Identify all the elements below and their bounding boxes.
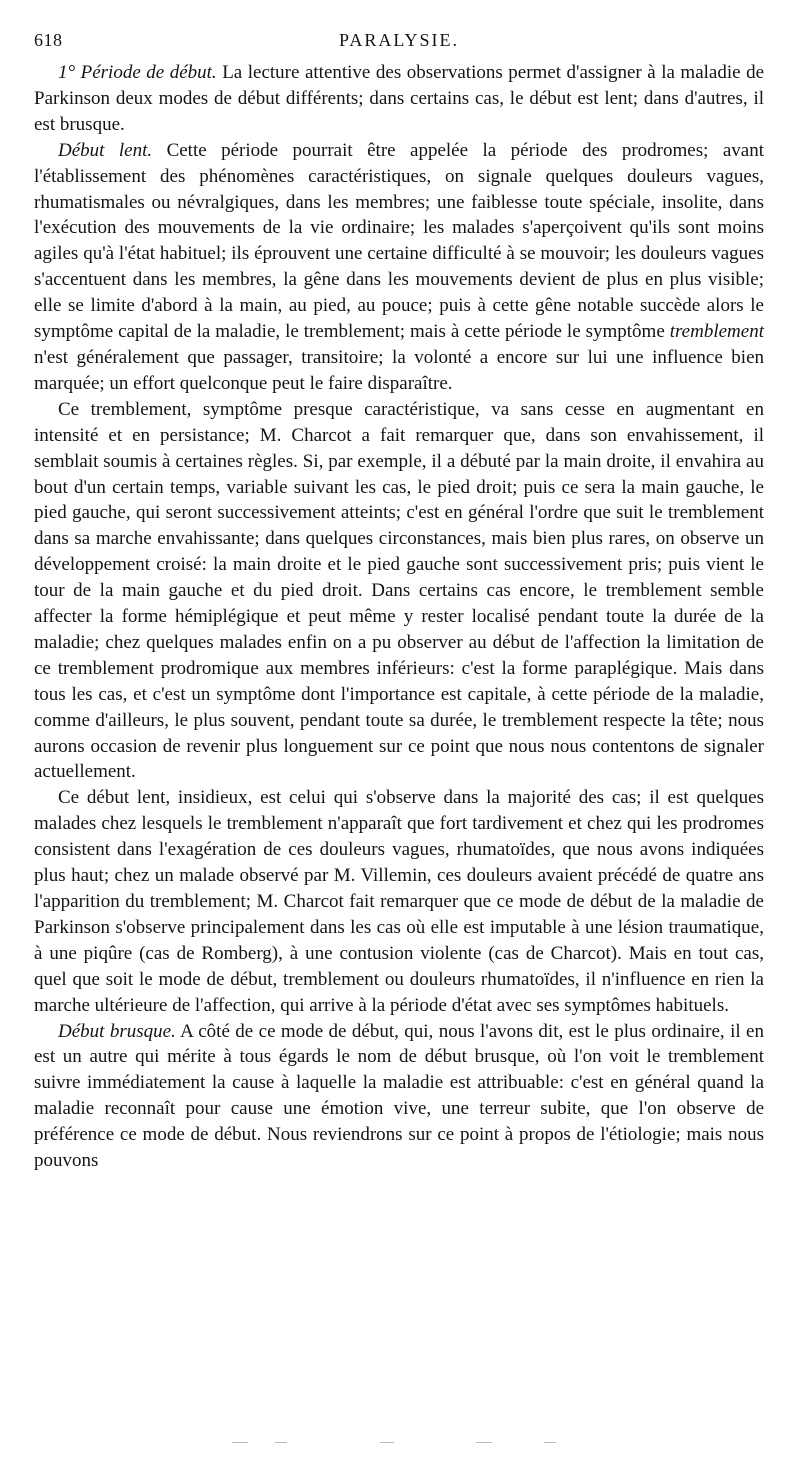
paragraph-lead: 1° Période de début. <box>58 62 217 83</box>
paragraph-text: Ce début lent, insidieux, est celui qui s'observe dans la majorité des cas; il est quelques malades chez lesquels le tremblement n'apparaît que fort tardivement et chez qui les prodromes consistent dans l'exagération de ces douleurs vagues, rhumatoïdes, que nous avons indiquées plus haut; chez un malade observé par M. Villemin, ces douleurs avaient précédé de quatre ans l'apparition du tremblement; M. Charcot fait remarquer que ce mode de début de la maladie de Parkinson s'observe principalement dans les cas où elle est imputable à une lésion traumatique, à une piqûre (cas de Romberg), à une contusion violente (cas de Charcot). Mais en tout cas, quel que soit le mode de début, tremblement ou douleurs rhumatoïdes, il n'influence en rien la marche ultérieure de l'affection, qui arrive à la période d'état avec ses symptômes habituels. <box>34 787 764 1016</box>
body-text <box>34 60 764 1174</box>
running-head <box>34 30 764 60</box>
paragraph-debut-brusque <box>34 1019 764 1174</box>
paragraph-text-continued: n'est généralement que passager, transitoire; la volonté a encore sur lui une influence bien marquée; un effort quelconque peut le faire disparaître. <box>34 346 764 394</box>
scan-mark <box>275 1442 287 1443</box>
emphasis-term: tremblement <box>669 321 764 343</box>
running-title: PARALYSIE. <box>338 30 460 50</box>
book-page <box>34 30 764 1174</box>
paragraph-debut-lent-insidieux <box>34 785 764 1018</box>
paragraph-periode-de-debut <box>34 60 764 138</box>
paragraph-debut-lent <box>34 138 764 397</box>
paragraph-tremblement <box>34 397 764 786</box>
paragraph-lead: Début lent. <box>58 139 153 161</box>
scan-mark <box>544 1442 556 1443</box>
footer-scan-marks <box>0 1442 800 1452</box>
page-number: 618 <box>34 30 63 50</box>
paragraph-text: A côté de ce mode de début, qui, nous l'avons dit, est le plus ordinaire, il en est un autre qui mérite à tous égards le nom de début brusque, où l'on voit le tremblement suivre immédiatement la cause à laquelle la maladie est attribuable: c'est en général quand la maladie reconnaît pour cause une émotion vive, une terreur subite, que l'on observe de préférence ce mode de début. Nous reviendrons sur ce point à propos de l'étiologie; mais nous pouvons <box>34 1020 764 1172</box>
paragraph-text: Cette période pourrait être appelée la période des prodromes; avant l'établissement des phénomènes caractéristiques, on signale quelques douleurs vagues, rhumatismales ou névralgiques, dans les membres; une faiblesse toute spéciale, insolite, dans l'exécution des mouvements de la vie ordinaire; les malades s'aperçoivent qu'ils sont moins agiles qu'à l'état habituel; ils éprouvent une certaine difficulté à se mouvoir; les douleurs vagues s'accentuent dans les membres, la gêne dans les mouvements devient de plus en plus visible; elle se limite d'abord à la main, au pied, au pouce; puis à cette gêne notable succède alors le symptôme capital de la maladie, le tremblement; mais à cette période le symptôme <box>34 139 764 343</box>
paragraph-text: Ce tremblement, symptôme presque caractéristique, va sans cesse en augmentant en intensité et en persistance; M. Charcot a fait remarquer que, dans son envahissement, il semblait soumis à certaines règles. Si, par exemple, il a débuté par la main droite, il envahira au bout d'un certain temps, variable suivant les cas, le pied droit; puis ce sera la main gauche, le pied gauche, qui seront successivement atteints; c'est en général l'ordre que suit le tremblement dans sa marche envahissante; dans quelques circonstances, mais bien plus rares, on observe un développement croisé: la main droite et le pied gauche sont successivement pris; puis vient le tour de la main gauche et du pied droit. Dans certains cas encore, le tremblement semble affecter la forme hémiplégique et peut même y rester localisé pendant toute la durée de la maladie; chez quelques malades enfin on a pu observer au début de l'affection la limitation de ce tremblement prodromique aux membres inférieurs: c'est la forme paraplégique. Mais dans tous les cas, et c'est un symptôme dont l'importance est capitale, à cette période de la maladie, comme d'ailleurs, le plus souvent, pendant toute sa durée, le tremblement respecte la tête; nous aurons occasion de revenir plus longuement sur ce point que nous nous contentons de signaler actuellement. <box>34 398 764 783</box>
scan-mark <box>380 1442 394 1443</box>
scan-mark <box>476 1442 492 1443</box>
scan-mark <box>232 1442 248 1443</box>
paragraph-text: La lecture attentive des observations permet d'assigner à la maladie de Parkinson deux modes de début différents; dans certains cas, le début est lent; dans d'autres, il est brusque. <box>34 62 764 135</box>
paragraph-lead: Début brusque. <box>58 1020 176 1042</box>
